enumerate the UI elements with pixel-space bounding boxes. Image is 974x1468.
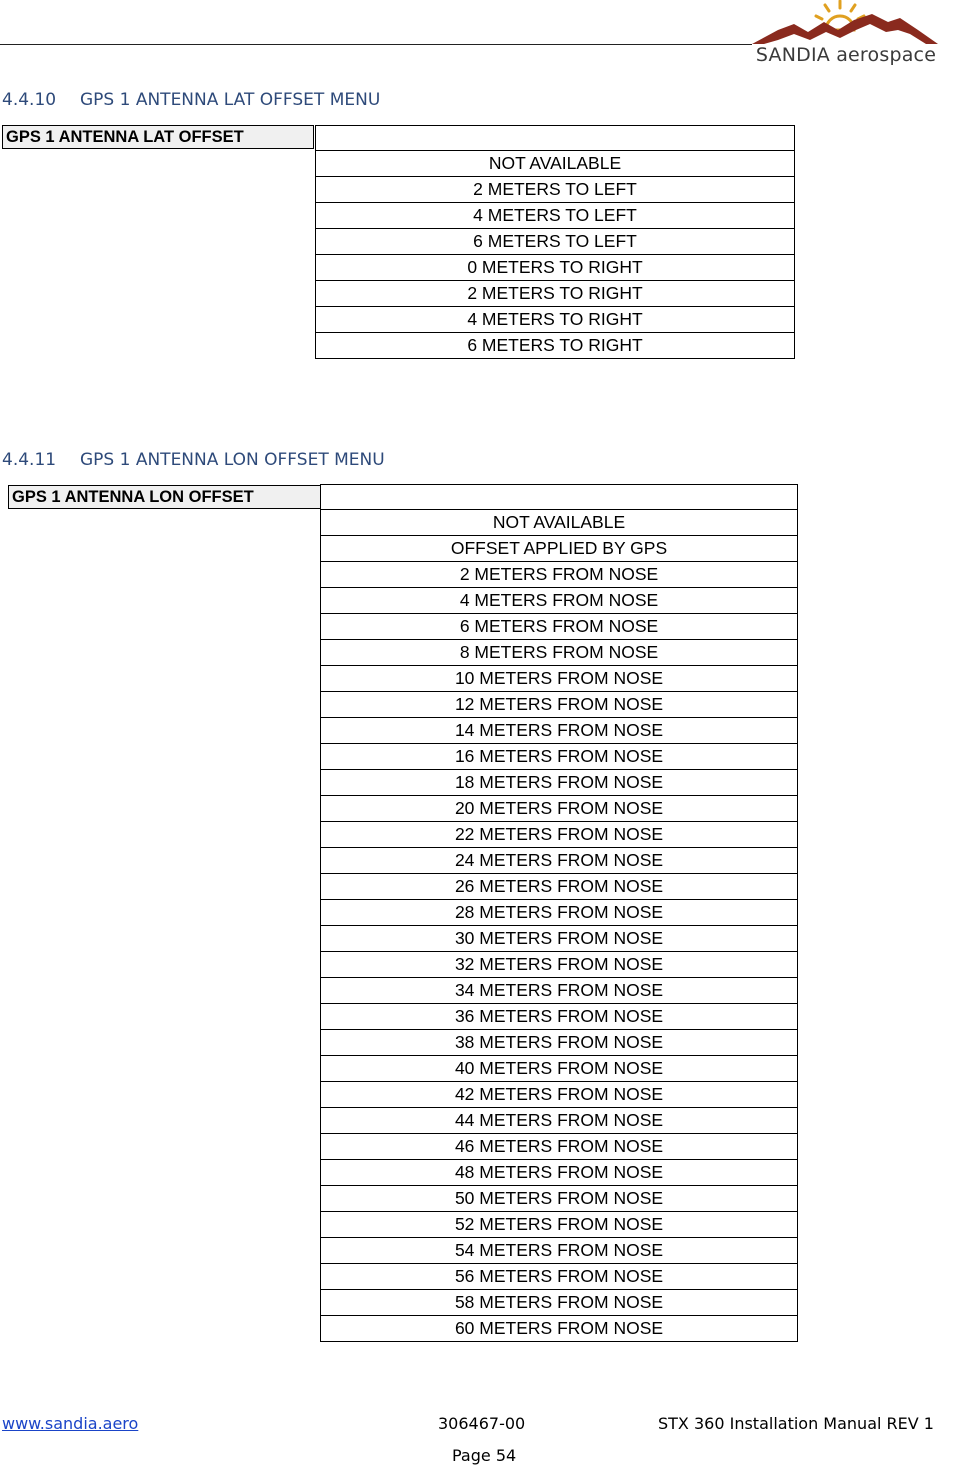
mountain-sun-icon: [750, 0, 942, 50]
option-row: [321, 1316, 798, 1342]
option-row: [321, 692, 798, 718]
lat-offset-label: GPS 1 ANTENNA LAT OFFSET: [2, 125, 314, 149]
option-cell: 6 METERS FROM NOSE: [321, 614, 798, 640]
logo-text: SANDIA aerospace: [755, 44, 937, 66]
option-cell: 56 METERS FROM NOSE: [321, 1264, 798, 1290]
lon-offset-options-table: [320, 484, 798, 1342]
option-row: [321, 848, 798, 874]
sandia-logo: [750, 0, 942, 72]
option-cell: 42 METERS FROM NOSE: [321, 1082, 798, 1108]
option-cell: 4 METERS TO RIGHT: [316, 307, 795, 333]
option-row: [321, 900, 798, 926]
option-cell: 36 METERS FROM NOSE: [321, 1004, 798, 1030]
option-row: [316, 333, 795, 359]
option-cell: 44 METERS FROM NOSE: [321, 1108, 798, 1134]
option-row: [316, 307, 795, 333]
option-row: [321, 952, 798, 978]
option-row: [321, 1004, 798, 1030]
option-row: [321, 1030, 798, 1056]
lon-offset-label: GPS 1 ANTENNA LON OFFSET: [8, 485, 321, 509]
option-cell: 60 METERS FROM NOSE: [321, 1316, 798, 1342]
option-cell: 12 METERS FROM NOSE: [321, 692, 798, 718]
option-cell: 2 METERS TO LEFT: [316, 177, 795, 203]
option-row: [321, 640, 798, 666]
section-number: 4.4.10: [2, 90, 57, 110]
option-cell: 2 METERS TO RIGHT: [316, 281, 795, 307]
footer-doc-number: 306467-00: [438, 1414, 526, 1433]
option-cell: 58 METERS FROM NOSE: [321, 1290, 798, 1316]
option-row: [321, 1160, 798, 1186]
option-cell: 40 METERS FROM NOSE: [321, 1056, 798, 1082]
page-number: Page 54: [452, 1446, 517, 1465]
option-cell: 30 METERS FROM NOSE: [321, 926, 798, 952]
option-row: [316, 281, 795, 307]
option-cell: 24 METERS FROM NOSE: [321, 848, 798, 874]
option-row: [316, 255, 795, 281]
option-row: [321, 1290, 798, 1316]
website-link[interactable]: www.sandia.aero: [2, 1414, 139, 1433]
option-cell: 48 METERS FROM NOSE: [321, 1160, 798, 1186]
table-header-row: [321, 485, 798, 510]
option-row: [321, 822, 798, 848]
option-row: [321, 1186, 798, 1212]
section-heading-lat: [2, 90, 380, 110]
option-row: [321, 510, 798, 536]
section-title: GPS 1 ANTENNA LON OFFSET MENU: [80, 450, 385, 470]
option-cell: NOT AVAILABLE: [316, 151, 795, 177]
option-cell: 46 METERS FROM NOSE: [321, 1134, 798, 1160]
option-cell: 10 METERS FROM NOSE: [321, 666, 798, 692]
option-cell: 8 METERS FROM NOSE: [321, 640, 798, 666]
option-cell: 54 METERS FROM NOSE: [321, 1238, 798, 1264]
table-header-row: [316, 126, 795, 151]
option-row: [316, 151, 795, 177]
option-cell: 16 METERS FROM NOSE: [321, 744, 798, 770]
option-cell: 22 METERS FROM NOSE: [321, 822, 798, 848]
option-cell: 6 METERS TO RIGHT: [316, 333, 795, 359]
footer-manual-title: STX 360 Installation Manual REV 1: [658, 1414, 934, 1433]
option-row: [316, 177, 795, 203]
blank-cell: [321, 485, 798, 510]
option-cell: 34 METERS FROM NOSE: [321, 978, 798, 1004]
option-row: [321, 1238, 798, 1264]
option-cell: 4 METERS FROM NOSE: [321, 588, 798, 614]
option-row: [321, 666, 798, 692]
option-cell: 38 METERS FROM NOSE: [321, 1030, 798, 1056]
option-row: [321, 744, 798, 770]
option-cell: 6 METERS TO LEFT: [316, 229, 795, 255]
option-row: [321, 562, 798, 588]
option-row: [321, 718, 798, 744]
option-cell: 2 METERS FROM NOSE: [321, 562, 798, 588]
option-row: [321, 770, 798, 796]
option-cell: OFFSET APPLIED BY GPS: [321, 536, 798, 562]
option-cell: 18 METERS FROM NOSE: [321, 770, 798, 796]
section-heading-lon: [2, 450, 385, 470]
option-cell: NOT AVAILABLE: [321, 510, 798, 536]
option-row: [321, 536, 798, 562]
option-cell: 14 METERS FROM NOSE: [321, 718, 798, 744]
option-row: [321, 1264, 798, 1290]
option-row: [321, 1082, 798, 1108]
option-row: [321, 796, 798, 822]
footer-website[interactable]: [2, 1414, 138, 1433]
option-row: [321, 874, 798, 900]
option-row: [321, 588, 798, 614]
option-row: [321, 1108, 798, 1134]
option-row: [321, 978, 798, 1004]
option-cell: 4 METERS TO LEFT: [316, 203, 795, 229]
section-number: 4.4.11: [2, 450, 57, 470]
option-cell: 26 METERS FROM NOSE: [321, 874, 798, 900]
option-cell: 50 METERS FROM NOSE: [321, 1186, 798, 1212]
option-row: [321, 1134, 798, 1160]
lat-offset-options-table: [315, 125, 795, 359]
option-cell: 32 METERS FROM NOSE: [321, 952, 798, 978]
option-cell: 0 METERS TO RIGHT: [316, 255, 795, 281]
option-row: [316, 203, 795, 229]
option-row: [321, 1056, 798, 1082]
option-cell: 28 METERS FROM NOSE: [321, 900, 798, 926]
option-row: [321, 1212, 798, 1238]
option-cell: 20 METERS FROM NOSE: [321, 796, 798, 822]
option-cell: 52 METERS FROM NOSE: [321, 1212, 798, 1238]
section-title: GPS 1 ANTENNA LAT OFFSET MENU: [80, 90, 381, 110]
header-rule: [0, 44, 752, 45]
option-row: [321, 926, 798, 952]
blank-cell: [316, 126, 795, 151]
option-row: [321, 614, 798, 640]
option-row: [316, 229, 795, 255]
